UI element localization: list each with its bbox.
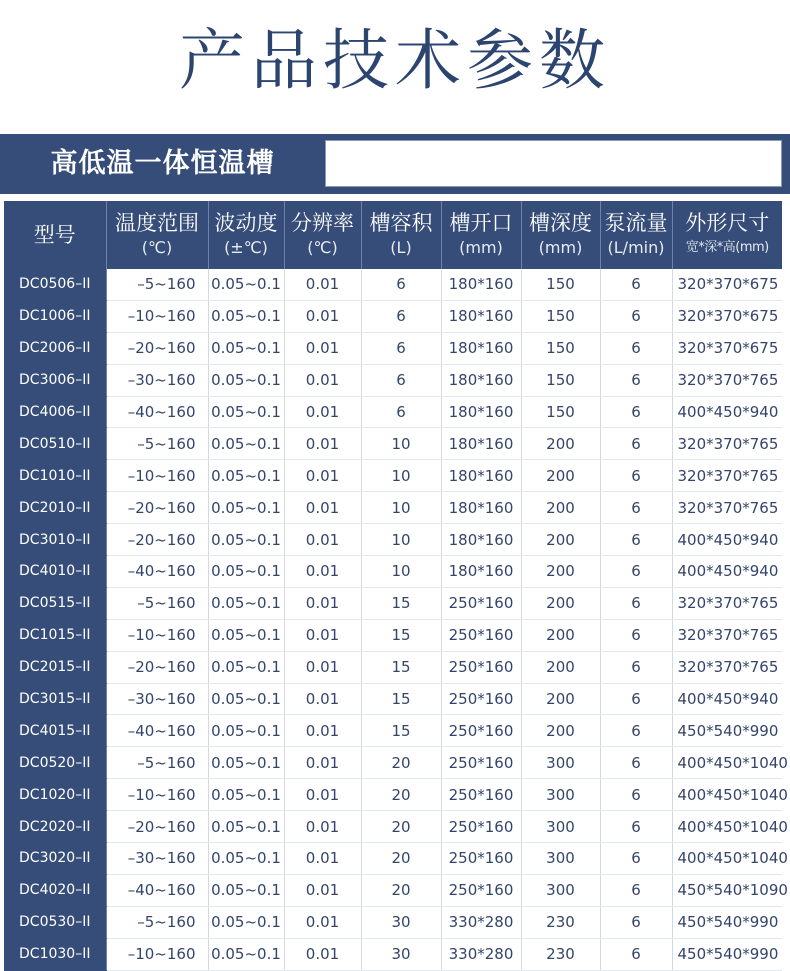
volume-cell: 10: [361, 556, 441, 588]
header-bath-volume: [361, 201, 441, 269]
volume-cell: 10: [361, 524, 441, 556]
table-body: [4, 269, 788, 970]
depth-cell: 230: [521, 938, 600, 970]
fluctuation-cell: 0.05~0.1: [208, 651, 284, 683]
fluctuation-cell: 0.05~0.1: [208, 715, 284, 747]
volume-cell: 15: [361, 715, 441, 747]
table-row: [4, 683, 782, 715]
header-unit: 宽*深*高(mm): [685, 240, 769, 255]
resolution-cell: 0.01: [284, 269, 361, 300]
fluctuation-cell: 0.05~0.1: [208, 460, 284, 492]
header-label: 槽容积: [369, 211, 433, 235]
dimensions-cell: 450*540*990: [672, 938, 782, 970]
pump-flow-cell: 6: [600, 843, 672, 875]
temp-range-cell: –10~160: [106, 619, 208, 651]
fluctuation-cell: 0.05~0.1: [208, 587, 284, 619]
model-cell: DC0510–II: [4, 428, 106, 460]
temp-range-cell: –5~160: [106, 587, 208, 619]
fluctuation-cell: 0.05~0.1: [208, 874, 284, 906]
opening-cell: 180*160: [441, 428, 521, 460]
resolution-cell: 0.01: [284, 874, 361, 906]
table-header-row: [4, 201, 782, 269]
fluctuation-cell: 0.05~0.1: [208, 906, 284, 938]
dimensions-cell: 320*370*765: [672, 619, 782, 651]
opening-cell: 180*160: [441, 524, 521, 556]
resolution-cell: 0.01: [284, 619, 361, 651]
temp-range-cell: –20~160: [106, 332, 208, 364]
temp-range-cell: –30~160: [106, 364, 208, 396]
table-row: [4, 269, 782, 300]
header-unit: (℃): [141, 238, 173, 257]
opening-cell: 250*160: [441, 587, 521, 619]
table-row: [4, 556, 782, 588]
table-row: [4, 651, 782, 683]
resolution-cell: 0.01: [284, 556, 361, 588]
model-cell: DC1010–II: [4, 460, 106, 492]
depth-cell: 150: [521, 364, 600, 396]
model-cell: DC3015–II: [4, 683, 106, 715]
temp-range-cell: –10~160: [106, 938, 208, 970]
pump-flow-cell: 6: [600, 651, 672, 683]
temp-range-cell: –40~160: [106, 874, 208, 906]
fluctuation-cell: 0.05~0.1: [208, 364, 284, 396]
resolution-cell: 0.01: [284, 300, 361, 332]
dimensions-cell: 320*370*765: [672, 492, 782, 524]
volume-cell: 6: [361, 300, 441, 332]
table-row: [4, 300, 782, 332]
resolution-cell: 0.01: [284, 938, 361, 970]
model-cell: DC3006–II: [4, 364, 106, 396]
volume-cell: 10: [361, 492, 441, 524]
depth-cell: 200: [521, 683, 600, 715]
spec-table: [4, 201, 788, 971]
volume-cell: 10: [361, 428, 441, 460]
depth-cell: 300: [521, 874, 600, 906]
model-cell: DC0515–II: [4, 587, 106, 619]
dimensions-cell: 400*450*940: [672, 524, 782, 556]
resolution-cell: 0.01: [284, 460, 361, 492]
dimensions-cell: 400*450*940: [672, 683, 782, 715]
depth-cell: 200: [521, 556, 600, 588]
header-label: 槽开口: [449, 211, 513, 235]
resolution-cell: 0.01: [284, 811, 361, 843]
temp-range-cell: –10~160: [106, 460, 208, 492]
fluctuation-cell: 0.05~0.1: [208, 396, 284, 428]
model-cell: DC4015–II: [4, 715, 106, 747]
depth-cell: 300: [521, 779, 600, 811]
model-cell: DC0530–II: [4, 906, 106, 938]
table-row: [4, 619, 782, 651]
header-unit: (±℃): [224, 238, 268, 257]
opening-cell: 180*160: [441, 396, 521, 428]
dimensions-cell: 320*370*675: [672, 269, 782, 300]
depth-cell: 200: [521, 428, 600, 460]
dimensions-cell: 400*450*1040: [672, 811, 782, 843]
table-row: [4, 938, 782, 970]
model-cell: DC4020–II: [4, 874, 106, 906]
temp-range-cell: –5~160: [106, 428, 208, 460]
pump-flow-cell: 6: [600, 332, 672, 364]
header-model: [4, 201, 106, 269]
header-unit: (mm): [459, 238, 503, 257]
header-label: 泵流量: [604, 211, 668, 235]
resolution-cell: 0.01: [284, 747, 361, 779]
model-cell: DC4006–II: [4, 396, 106, 428]
header-unit: (L): [390, 238, 412, 257]
pump-flow-cell: 6: [600, 938, 672, 970]
pump-flow-cell: 6: [600, 619, 672, 651]
resolution-cell: 0.01: [284, 906, 361, 938]
resolution-cell: 0.01: [284, 843, 361, 875]
header-unit: (mm): [538, 238, 583, 257]
dimensions-cell: 400*450*940: [672, 556, 782, 588]
header-unit: (℃): [307, 238, 338, 257]
resolution-cell: 0.01: [284, 651, 361, 683]
opening-cell: 250*160: [441, 779, 521, 811]
fluctuation-cell: 0.05~0.1: [208, 811, 284, 843]
depth-cell: 200: [521, 460, 600, 492]
depth-cell: 200: [521, 715, 600, 747]
page-title: 产品技术参数: [179, 22, 611, 99]
model-cell: DC0520–II: [4, 747, 106, 779]
header-label: 分辨率: [291, 211, 354, 235]
fluctuation-cell: 0.05~0.1: [208, 843, 284, 875]
model-cell: DC2020–II: [4, 811, 106, 843]
dimensions-cell: 400*450*940: [672, 396, 782, 428]
volume-cell: 20: [361, 779, 441, 811]
depth-cell: 150: [521, 332, 600, 364]
depth-cell: 150: [521, 300, 600, 332]
fluctuation-cell: 0.05~0.1: [208, 300, 284, 332]
resolution-cell: 0.01: [284, 524, 361, 556]
fluctuation-cell: 0.05~0.1: [208, 524, 284, 556]
product-name: 高低温一体恒温槽: [50, 148, 275, 179]
header-resolution: [284, 201, 361, 269]
opening-cell: 180*160: [441, 556, 521, 588]
fluctuation-cell: 0.05~0.1: [208, 332, 284, 364]
dimensions-cell: 320*370*765: [672, 364, 782, 396]
dimensions-cell: 450*540*990: [672, 715, 782, 747]
fluctuation-cell: 0.05~0.1: [208, 747, 284, 779]
dimensions-cell: 400*450*1040: [672, 779, 782, 811]
volume-cell: 20: [361, 811, 441, 843]
pump-flow-cell: 6: [600, 524, 672, 556]
dimensions-cell: 320*370*765: [672, 587, 782, 619]
table-row: [4, 906, 782, 938]
opening-cell: 180*160: [441, 364, 521, 396]
header-fluctuation: [208, 201, 284, 269]
table-row: [4, 524, 782, 556]
model-cell: DC3020–II: [4, 843, 106, 875]
pump-flow-cell: 6: [600, 747, 672, 779]
opening-cell: 250*160: [441, 843, 521, 875]
depth-cell: 150: [521, 269, 600, 300]
fluctuation-cell: 0.05~0.1: [208, 683, 284, 715]
model-cell: DC1006–II: [4, 300, 106, 332]
depth-cell: 200: [521, 492, 600, 524]
header-bath-opening: [441, 201, 521, 269]
table-row: [4, 492, 782, 524]
volume-cell: 15: [361, 587, 441, 619]
header-label: 波动度: [214, 211, 278, 235]
volume-cell: 20: [361, 843, 441, 875]
resolution-cell: 0.01: [284, 428, 361, 460]
model-cell: DC1015–II: [4, 619, 106, 651]
temp-range-cell: –10~160: [106, 779, 208, 811]
temp-range-cell: –40~160: [106, 715, 208, 747]
opening-cell: 250*160: [441, 651, 521, 683]
pump-flow-cell: 6: [600, 492, 672, 524]
model-cell: DC4010–II: [4, 556, 106, 588]
fluctuation-cell: 0.05~0.1: [208, 492, 284, 524]
depth-cell: 300: [521, 747, 600, 779]
depth-cell: 300: [521, 843, 600, 875]
dimensions-cell: 320*370*675: [672, 332, 782, 364]
table-row: [4, 811, 782, 843]
pump-flow-cell: 6: [600, 906, 672, 938]
header-bath-depth: [521, 201, 600, 269]
model-cell: DC0506–II: [4, 269, 106, 300]
temp-range-cell: –20~160: [106, 524, 208, 556]
volume-cell: 15: [361, 651, 441, 683]
model-cell: DC1020–II: [4, 779, 106, 811]
pump-flow-cell: 6: [600, 587, 672, 619]
volume-cell: 6: [361, 269, 441, 300]
dimensions-cell: 450*540*990: [672, 906, 782, 938]
model-cell: DC2006–II: [4, 332, 106, 364]
header-temp-range: [106, 201, 208, 269]
opening-cell: 180*160: [441, 300, 521, 332]
resolution-cell: 0.01: [284, 492, 361, 524]
dimensions-cell: 400*450*1040: [672, 843, 782, 875]
model-cell: DC1030–II: [4, 938, 106, 970]
volume-cell: 15: [361, 683, 441, 715]
pump-flow-cell: 6: [600, 811, 672, 843]
volume-cell: 6: [361, 396, 441, 428]
opening-cell: 250*160: [441, 715, 521, 747]
resolution-cell: 0.01: [284, 396, 361, 428]
pump-flow-cell: 6: [600, 683, 672, 715]
volume-cell: 30: [361, 938, 441, 970]
temp-range-cell: –5~160: [106, 906, 208, 938]
table-row: [4, 364, 782, 396]
pump-flow-cell: 6: [600, 364, 672, 396]
pump-flow-cell: 6: [600, 715, 672, 747]
resolution-cell: 0.01: [284, 332, 361, 364]
pump-flow-cell: 6: [600, 428, 672, 460]
fluctuation-cell: 0.05~0.1: [208, 556, 284, 588]
opening-cell: 180*160: [441, 492, 521, 524]
volume-cell: 10: [361, 460, 441, 492]
opening-cell: 250*160: [441, 619, 521, 651]
volume-cell: 20: [361, 747, 441, 779]
opening-cell: 180*160: [441, 460, 521, 492]
temp-range-cell: –5~160: [106, 747, 208, 779]
opening-cell: 250*160: [441, 811, 521, 843]
volume-cell: 6: [361, 332, 441, 364]
opening-cell: 330*280: [441, 938, 521, 970]
volume-cell: 15: [361, 619, 441, 651]
table-row: [4, 779, 782, 811]
header-pump-flow: [600, 201, 672, 269]
dimensions-cell: 320*370*675: [672, 300, 782, 332]
model-cell: DC3010–II: [4, 524, 106, 556]
dimensions-cell: 450*540*1090: [672, 874, 782, 906]
resolution-cell: 0.01: [284, 779, 361, 811]
temp-range-cell: –5~160: [106, 269, 208, 300]
resolution-cell: 0.01: [284, 715, 361, 747]
header-label: 温度范围: [115, 211, 199, 235]
depth-cell: 300: [521, 811, 600, 843]
opening-cell: 250*160: [441, 747, 521, 779]
volume-cell: 30: [361, 906, 441, 938]
opening-cell: 250*160: [441, 683, 521, 715]
opening-cell: 330*280: [441, 906, 521, 938]
resolution-cell: 0.01: [284, 683, 361, 715]
header-label: 槽深度: [529, 211, 592, 235]
temp-range-cell: –40~160: [106, 396, 208, 428]
depth-cell: 200: [521, 524, 600, 556]
volume-cell: 6: [361, 364, 441, 396]
opening-cell: 180*160: [441, 332, 521, 364]
pump-flow-cell: 6: [600, 269, 672, 300]
pump-flow-cell: 6: [600, 779, 672, 811]
table-row: [4, 428, 782, 460]
pump-flow-cell: 6: [600, 300, 672, 332]
banner-blank-box: [325, 140, 782, 187]
header-dimensions: [672, 201, 782, 269]
pump-flow-cell: 6: [600, 396, 672, 428]
dimensions-cell: 400*450*1040: [672, 747, 782, 779]
model-cell: DC2015–II: [4, 651, 106, 683]
pump-flow-cell: 6: [600, 874, 672, 906]
header-model-label: 型号: [33, 223, 76, 247]
product-banner: [0, 134, 790, 194]
table-row: [4, 747, 782, 779]
table-row: [4, 874, 782, 906]
pump-flow-cell: 6: [600, 556, 672, 588]
dimensions-cell: 320*370*765: [672, 460, 782, 492]
temp-range-cell: –30~160: [106, 843, 208, 875]
dimensions-cell: 320*370*765: [672, 428, 782, 460]
temp-range-cell: –30~160: [106, 683, 208, 715]
table-row: [4, 587, 782, 619]
fluctuation-cell: 0.05~0.1: [208, 938, 284, 970]
volume-cell: 20: [361, 874, 441, 906]
header-unit: (L/min): [607, 238, 665, 257]
table-row: [4, 460, 782, 492]
header-label: 外形尺寸: [685, 211, 770, 235]
depth-cell: 200: [521, 651, 600, 683]
temp-range-cell: –40~160: [106, 556, 208, 588]
fluctuation-cell: 0.05~0.1: [208, 779, 284, 811]
fluctuation-cell: 0.05~0.1: [208, 619, 284, 651]
temp-range-cell: –20~160: [106, 492, 208, 524]
temp-range-cell: –20~160: [106, 811, 208, 843]
pump-flow-cell: 6: [600, 460, 672, 492]
resolution-cell: 0.01: [284, 587, 361, 619]
fluctuation-cell: 0.05~0.1: [208, 428, 284, 460]
dimensions-cell: 320*370*765: [672, 651, 782, 683]
table-row: [4, 332, 782, 364]
opening-cell: 180*160: [441, 269, 521, 300]
resolution-cell: 0.01: [284, 364, 361, 396]
temp-range-cell: –20~160: [106, 651, 208, 683]
depth-cell: 200: [521, 619, 600, 651]
table-row: [4, 715, 782, 747]
depth-cell: 200: [521, 587, 600, 619]
fluctuation-cell: 0.05~0.1: [208, 269, 284, 300]
table-row: [4, 396, 782, 428]
model-cell: DC2010–II: [4, 492, 106, 524]
depth-cell: 230: [521, 906, 600, 938]
opening-cell: 250*160: [441, 874, 521, 906]
depth-cell: 150: [521, 396, 600, 428]
temp-range-cell: –10~160: [106, 300, 208, 332]
table-row: [4, 843, 782, 875]
